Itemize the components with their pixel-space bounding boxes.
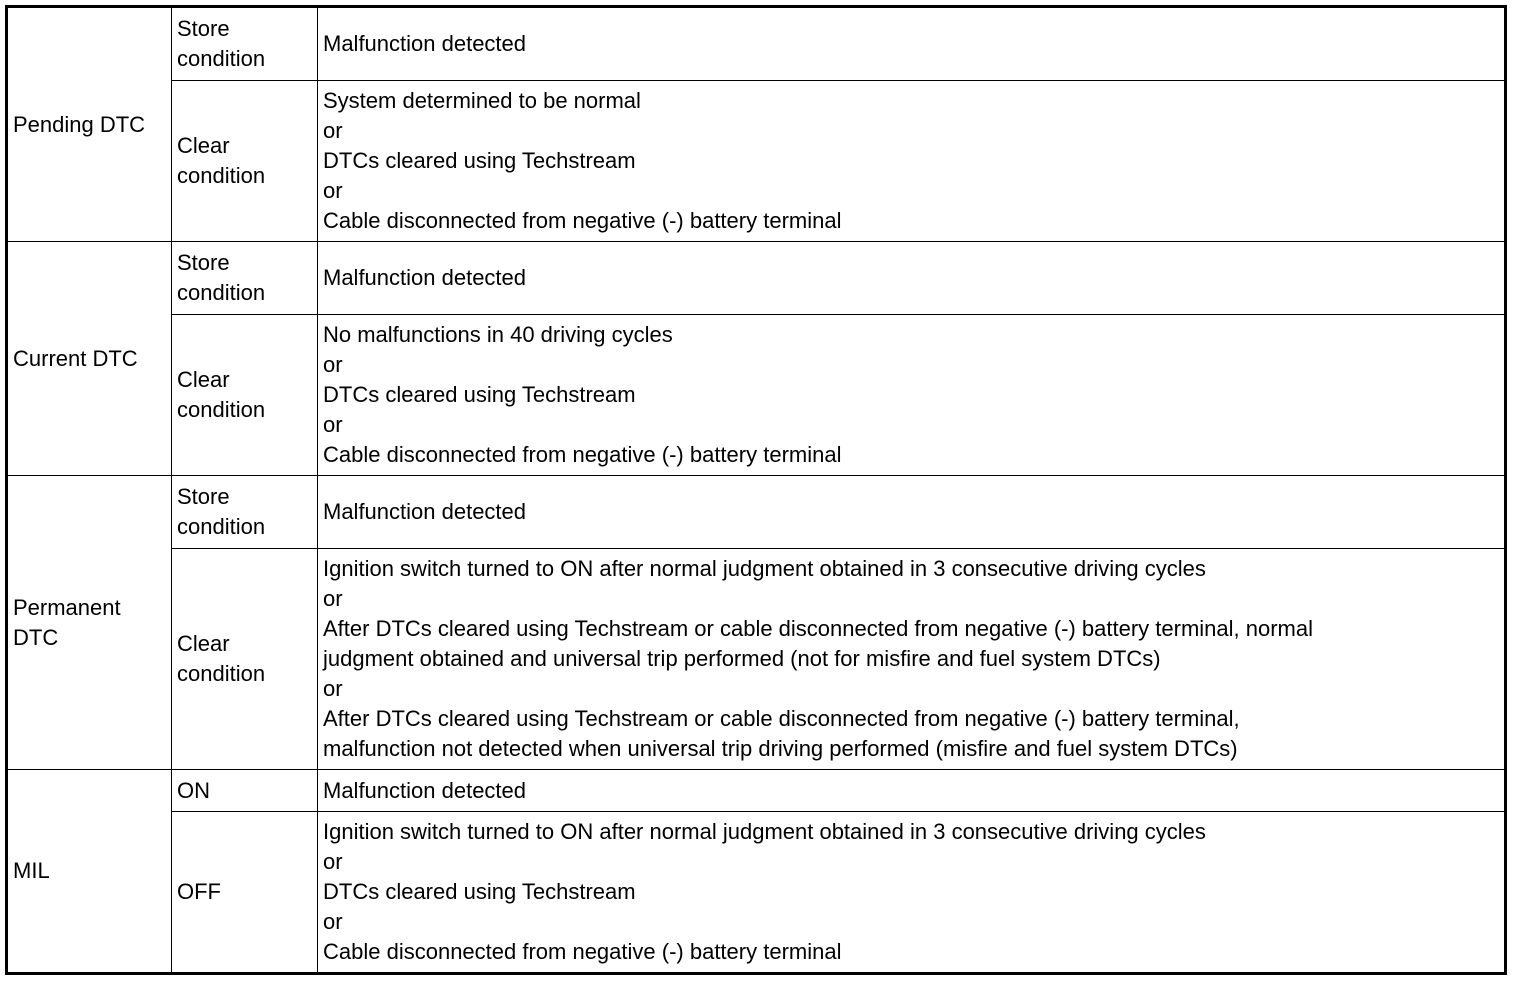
condition-line: Store (177, 484, 230, 509)
description-line: or (323, 676, 343, 701)
condition-line: condition (177, 397, 266, 422)
description-line: Ignition switch turned to ON after normal judgment obtained in 3 consecutive driving cycles (323, 819, 1206, 844)
table-row (7, 812, 1506, 974)
current-dtc-label (7, 242, 172, 476)
description-line: Malfunction detected (323, 777, 527, 803)
description-line: DTCs cleared using Techstream (323, 382, 636, 407)
mil-label (7, 770, 172, 974)
condition-cell (172, 242, 318, 315)
description-line: or (323, 352, 343, 377)
description-line: DTCs cleared using Techstream (323, 879, 636, 904)
table-row (7, 549, 1506, 770)
description-line: or (323, 849, 343, 874)
condition-line: Clear (177, 367, 230, 392)
table-row (7, 7, 1506, 81)
table-row (7, 770, 1506, 812)
condition-cell (172, 770, 318, 812)
description-cell (318, 242, 1506, 315)
description-cell (318, 812, 1506, 974)
description-line: Ignition switch turned to ON after normal judgment obtained in 3 consecutive driving cycles (323, 556, 1206, 581)
condition-cell (172, 7, 318, 81)
table-row (7, 81, 1506, 242)
dtc-condition-table (5, 5, 1507, 975)
description-line: Cable disconnected from negative (-) battery terminal (323, 442, 842, 467)
condition-cell (172, 315, 318, 476)
description-cell (318, 81, 1506, 242)
description-line: or (323, 586, 343, 611)
condition-line: Clear (177, 133, 230, 158)
description-cell (318, 7, 1506, 81)
description-line: or (323, 118, 343, 143)
condition-line: condition (177, 280, 266, 305)
description-line: After DTCs cleared using Techstream or cable disconnected from negative (-) battery terminal, (323, 706, 1240, 731)
table-row (7, 476, 1506, 549)
current-dtc-label-line: Current DTC (13, 345, 138, 371)
pending-dtc-label (7, 7, 172, 242)
condition-cell (172, 812, 318, 974)
description-line: Cable disconnected from negative (-) battery terminal (323, 208, 842, 233)
description-line: or (323, 909, 343, 934)
description-line: Cable disconnected from negative (-) battery terminal (323, 939, 842, 964)
condition-cell (172, 81, 318, 242)
description-cell (318, 315, 1506, 476)
description-line: Malfunction detected (323, 499, 527, 524)
table-row (7, 242, 1506, 315)
description-line: or (323, 178, 343, 203)
condition-line: OFF (177, 879, 221, 904)
description-cell (318, 549, 1506, 770)
table-body (7, 7, 1506, 974)
description-line: judgment obtained and universal trip performed (not for misfire and fuel system DTCs) (323, 646, 1161, 671)
description-line: Malfunction detected (323, 265, 527, 290)
description-cell (318, 476, 1506, 549)
description-line: After DTCs cleared using Techstream or cable disconnected from negative (-) battery terminal, normal (323, 616, 1314, 641)
condition-line: Store (177, 16, 230, 41)
pending-dtc-label-line: Pending DTC (13, 111, 146, 137)
condition-line: ON (177, 777, 210, 803)
condition-line: Store (177, 250, 230, 275)
permanent-dtc-label-line: Permanent (13, 594, 121, 620)
permanent-dtc-label-line: DTC (13, 624, 59, 650)
description-cell (318, 770, 1506, 812)
condition-line: Clear (177, 631, 230, 656)
description-line: or (323, 412, 343, 437)
condition-line: condition (177, 661, 266, 686)
description-line: System determined to be normal (323, 88, 641, 113)
description-line: DTCs cleared using Techstream (323, 148, 636, 173)
condition-line: condition (177, 46, 266, 71)
condition-cell (172, 549, 318, 770)
condition-cell (172, 476, 318, 549)
description-line: Malfunction detected (323, 31, 527, 56)
table-row (7, 315, 1506, 476)
condition-line: condition (177, 514, 266, 539)
permanent-dtc-label (7, 476, 172, 770)
description-line: No malfunctions in 40 driving cycles (323, 322, 673, 347)
condition-line: condition (177, 163, 266, 188)
mil-label-line: MIL (13, 858, 50, 883)
description-line: malfunction not detected when universal trip driving performed (misfire and fuel system DTCs) (323, 736, 1238, 761)
